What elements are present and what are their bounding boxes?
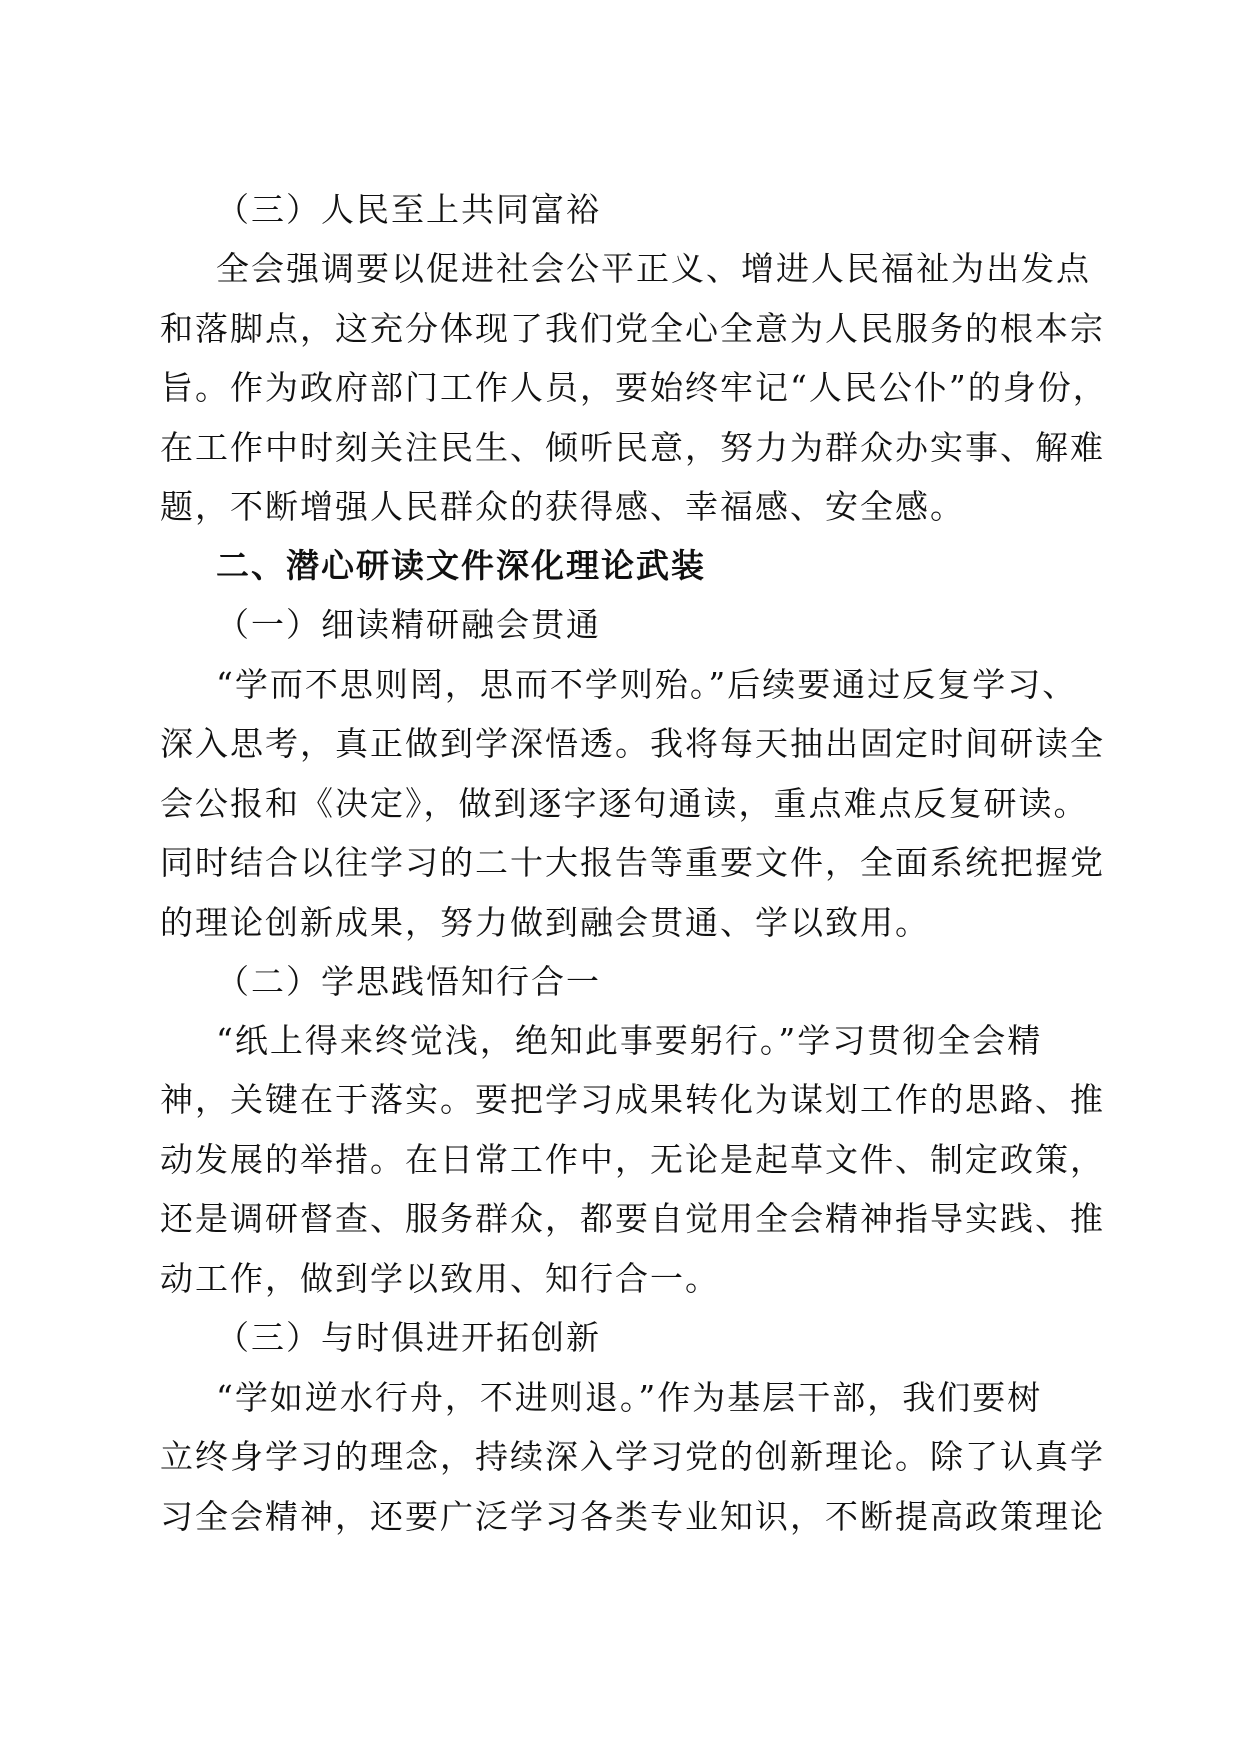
paragraph-line: “学而不思则罔，思而不学则殆。”后续要通过反复学习、 bbox=[216, 665, 1078, 704]
paragraph-line: 在工作中时刻关注民生、倾听民意，努力为群众办实事、解难 bbox=[160, 428, 1105, 467]
paragraph-line: 立终身学习的理念，持续深入学习党的创新理论。除了认真学 bbox=[160, 1437, 1105, 1476]
paragraph-line: 的理论创新成果，努力做到融会贯通、学以致用。 bbox=[160, 903, 930, 942]
paragraph-line: “学如逆水行舟，不进则退。”作为基层干部，我们要树 bbox=[216, 1378, 1043, 1417]
subheading-practice: （二）学思践悟知行合一 bbox=[216, 962, 601, 1001]
paragraph-line: 和落脚点，这充分体现了我们党全心全意为人民服务的根本宗 bbox=[160, 309, 1105, 348]
paragraph-line: 动发展的举措。在日常工作中，无论是起草文件、制定政策， bbox=[160, 1140, 1105, 1179]
paragraph-line: 神，关键在于落实。要把学习成果转化为谋划工作的思路、推 bbox=[160, 1080, 1105, 1119]
subheading-innovation: （三）与时俱进开拓创新 bbox=[216, 1318, 601, 1357]
paragraph-line: 习全会精神，还要广泛学习各类专业知识，不断提高政策理论 bbox=[160, 1497, 1105, 1536]
paragraph-line: 同时结合以往学习的二十大报告等重要文件，全面系统把握党 bbox=[160, 843, 1105, 882]
subheading-people-first: （三）人民至上共同富裕 bbox=[216, 190, 601, 229]
paragraph-line: 深入思考，真正做到学深悟透。我将每天抽出固定时间研读全 bbox=[160, 724, 1105, 763]
paragraph-line: 旨。作为政府部门工作人员，要始终牢记“人民公仆”的身份， bbox=[160, 368, 1108, 407]
paragraph-line: 还是调研督查、服务群众，都要自觉用全会精神指导实践、推 bbox=[160, 1199, 1105, 1238]
paragraph-line: 会公报和《决定》，做到逐字逐句通读，重点难点反复研读。 bbox=[160, 784, 1089, 823]
paragraph-line: “纸上得来终觉浅，绝知此事要躬行。”学习贯彻全会精 bbox=[216, 1021, 1043, 1060]
paragraph-line: 题，不断增强人民群众的获得感、幸福感、安全感。 bbox=[160, 487, 965, 526]
section-heading-theory: 二、潜心研读文件深化理论武装 bbox=[216, 546, 706, 585]
paragraph-line: 动工作，做到学以致用、知行合一。 bbox=[160, 1259, 720, 1298]
paragraph-line: 全会强调要以促进社会公平正义、增进人民福祉为出发点 bbox=[216, 249, 1091, 288]
subheading-study: （一）细读精研融会贯通 bbox=[216, 605, 601, 644]
